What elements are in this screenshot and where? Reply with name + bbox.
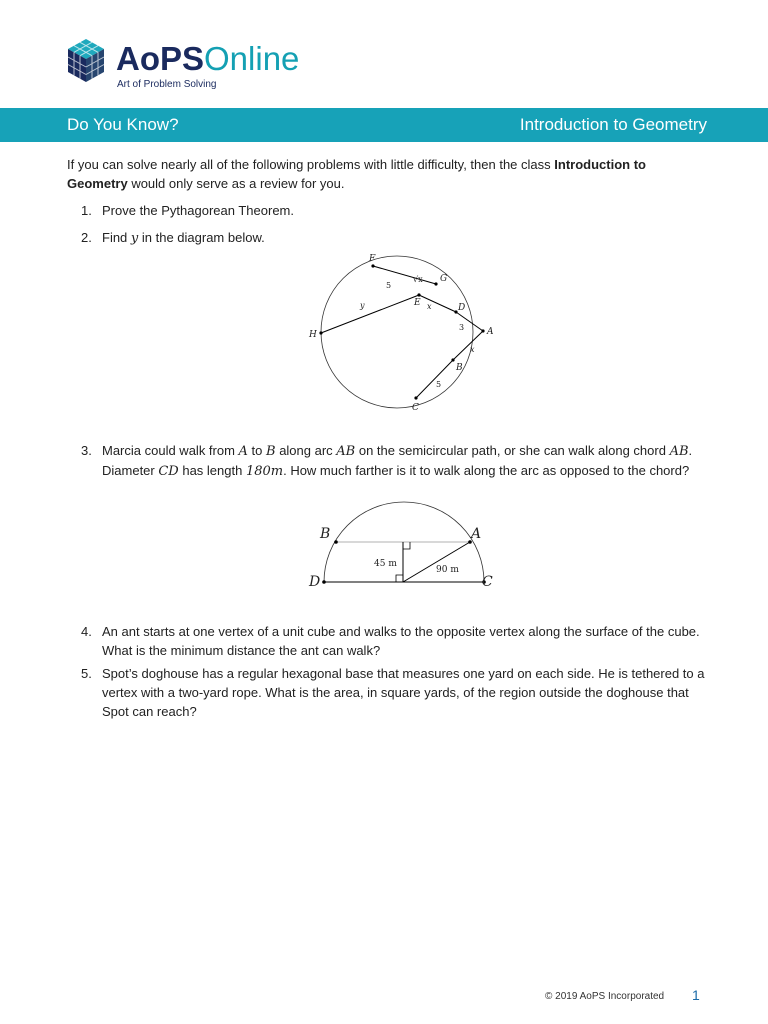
length-da: 3 (459, 323, 465, 332)
logo-wordmark: AoPSOnline (116, 40, 300, 77)
length-he: y (360, 301, 365, 310)
point-label-e: E (414, 298, 421, 308)
point-label-c: C (412, 403, 419, 413)
problem-1: 1. Prove the Pythagorean Theorem. (81, 203, 294, 218)
length-bc: 5 (436, 380, 442, 389)
course-name: Introduction to Geometry (67, 157, 646, 191)
point-label-c2: C (482, 574, 493, 590)
point-label-b: B (456, 363, 463, 373)
point-label-d2: D (309, 574, 321, 590)
banner-left-title: Do You Know? (67, 115, 179, 134)
problem-4: 4. An ant starts at one vertex of a unit cube and walks to the opposite vertex along the surface of the cube. What is the minimum distance the ant can walk? (81, 624, 700, 658)
problem-3: 3. Marcia could walk from A to B along arc AB on the semicircular path, or she can walk along chord AB. Diameter CD has length 180m. How much farther is it to walk along the arc as opposed to the chord? (81, 443, 693, 479)
length-eg: √x (413, 275, 423, 284)
copyright-text: © 2019 AoPS Incorporated (545, 991, 665, 1002)
problem-5: 5. Spot’s doghouse has a regular hexagonal base that measures one yard on each side. He is tethered to a vertex with a two-yard rope. What is the area, in square yards, of the region outside the doghouse that Spot can reach? (81, 666, 705, 719)
problem-list-end (67, 622, 707, 721)
point-label-g: G (440, 274, 448, 284)
point-label-a: A (487, 327, 494, 337)
point-label-a2: A (471, 526, 482, 542)
length-ed: x (427, 302, 432, 311)
semicircle-diagram (67, 501, 707, 613)
length-fe: 5 (386, 281, 392, 290)
point-label-d: D (458, 303, 466, 313)
intro-paragraph: If you can solve nearly all of the following problems with little difficulty, then the class Introduction to Geometry would only serve as a review for you. (67, 157, 646, 191)
banner-course-title: Introduction to Geometry (519, 115, 707, 134)
point-label-f: F (369, 254, 376, 264)
length-radius: 90 m (436, 565, 459, 575)
document-body (67, 155, 707, 721)
length-height: 45 m (374, 559, 397, 569)
logo-tagline: Art of Problem Solving (117, 79, 217, 90)
problem-list-continued (67, 441, 707, 481)
title-banner (0, 108, 768, 142)
length-ab: x (470, 345, 475, 354)
aops-logo-icon (66, 38, 106, 84)
problem-list (67, 201, 707, 248)
point-label-b2: B (320, 526, 331, 542)
point-label-h: H (309, 330, 317, 340)
page-number: 1 (692, 987, 700, 1003)
circle-chords-diagram (67, 252, 707, 438)
problem-2: 2. Find y in the diagram below. (81, 230, 265, 246)
